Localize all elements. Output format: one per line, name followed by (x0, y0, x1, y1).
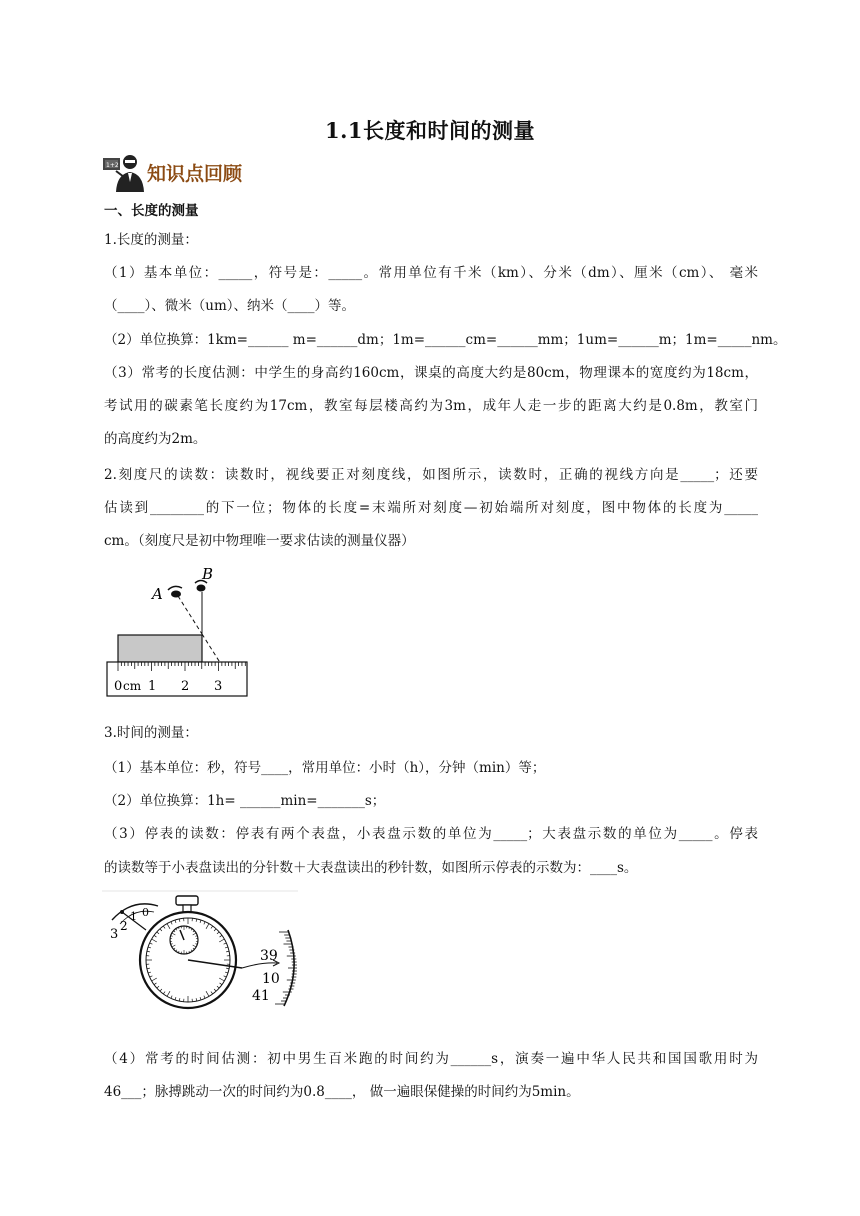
text-line: （1）基本单位：秒，符号____，常用单位：小时（h），分钟（min）等； (104, 760, 546, 776)
text-line: 估读到________的下一位；物体的长度=末端所对刻度—初始端所对刻度，图中物体的长度为_____ (104, 500, 758, 516)
teacher-icon (102, 152, 144, 192)
measured-block (118, 635, 202, 662)
big-dial-label-10: 10 (262, 971, 280, 987)
label-a: A (152, 585, 163, 603)
stopwatch-crown-icon (176, 896, 198, 913)
knowledge-review-banner (102, 152, 242, 192)
text-line: （3）停表的读数：停表有两个表盘，小表盘示数的单位为_____；大表盘示数的单位为_____。停表 (104, 826, 758, 842)
ruler-reading-figure (102, 562, 260, 702)
sight-line-a (178, 596, 202, 634)
text-line: 考试用的碳素笔长度约为17cm，教室每层楼高约为3m，成年人走一步的距离大约是0.8m，教室门 (104, 398, 758, 414)
small-dial-label-1: 1 (130, 910, 137, 923)
stopwatch-figure (102, 890, 302, 1020)
text-line: 46___；脉搏跳动一次的时间约为0.8____， 做一遍眼保健操的时间约为5min。 (104, 1084, 580, 1100)
big-dial-label-41: 41 (252, 988, 270, 1004)
text-line: （2）单位换算：1h= ______min=_______s； (104, 793, 386, 809)
text-line: （1）基本单位：_____，符号是：_____。常用单位有千米（km）、分米（dm）、厘米（cm）、 毫米 (104, 265, 758, 281)
page-title: 1.1长度和时间的测量 (324, 118, 536, 143)
eye-b-icon (195, 581, 207, 592)
big-dial-zoom-inset (252, 930, 297, 1006)
text-line: 3.时间的测量： (104, 725, 198, 741)
text-line: 的高度约为2m。 (104, 431, 207, 447)
tick-label-1: 1 (148, 679, 157, 694)
text-line: （____）、微米（um）、纳米（____）等。 (104, 298, 355, 314)
text-line: （3）常考的长度估测：中学生的身高约160cm，课桌的高度大约是80cm，物理课本的宽度约为18cm， (104, 365, 758, 381)
label-b: B (202, 565, 214, 583)
banner-title: 知识点回顾 (147, 162, 243, 185)
eye-a-icon (168, 586, 182, 597)
tick-label-3: 3 (214, 679, 223, 694)
big-dial-label-39: 39 (260, 948, 278, 964)
text-line: （4）常考的时间估测：初中男生百米跑的时间约为______s，演奏一遍中华人民共和国国歌用时为 (104, 1051, 758, 1067)
svg-text:1+2: 1+2 (106, 162, 119, 169)
small-dial-label-3: 3 (110, 927, 119, 942)
small-dial-label-2: 2 (120, 919, 128, 933)
section-heading-length: 一、长度的测量 (104, 203, 199, 219)
unit-label: cm (123, 679, 142, 693)
tick-label-2: 2 (181, 679, 190, 694)
text-line: 1.长度的测量： (104, 232, 198, 248)
text-line: （2）单位换算：1km=______ m=______dm；1m=______cm=______mm；1um=______m；1m=_____nm。 (104, 332, 787, 348)
small-dial-label-0: 0 (142, 906, 149, 919)
text-line: 的读数等于小表盘读出的分针数＋大表盘读出的秒针数，如图所示停表的示数为：____s。 (104, 860, 638, 876)
text-line: cm。（刻度尺是初中物理唯一要求估读的测量仪器） (104, 533, 415, 549)
tick-label-0: 0 (114, 679, 123, 694)
text-line: 2.刻度尺的读数：读数时，视线要正对刻度线，如图所示，读数时，正确的视线方向是_____；还要 (104, 467, 758, 483)
